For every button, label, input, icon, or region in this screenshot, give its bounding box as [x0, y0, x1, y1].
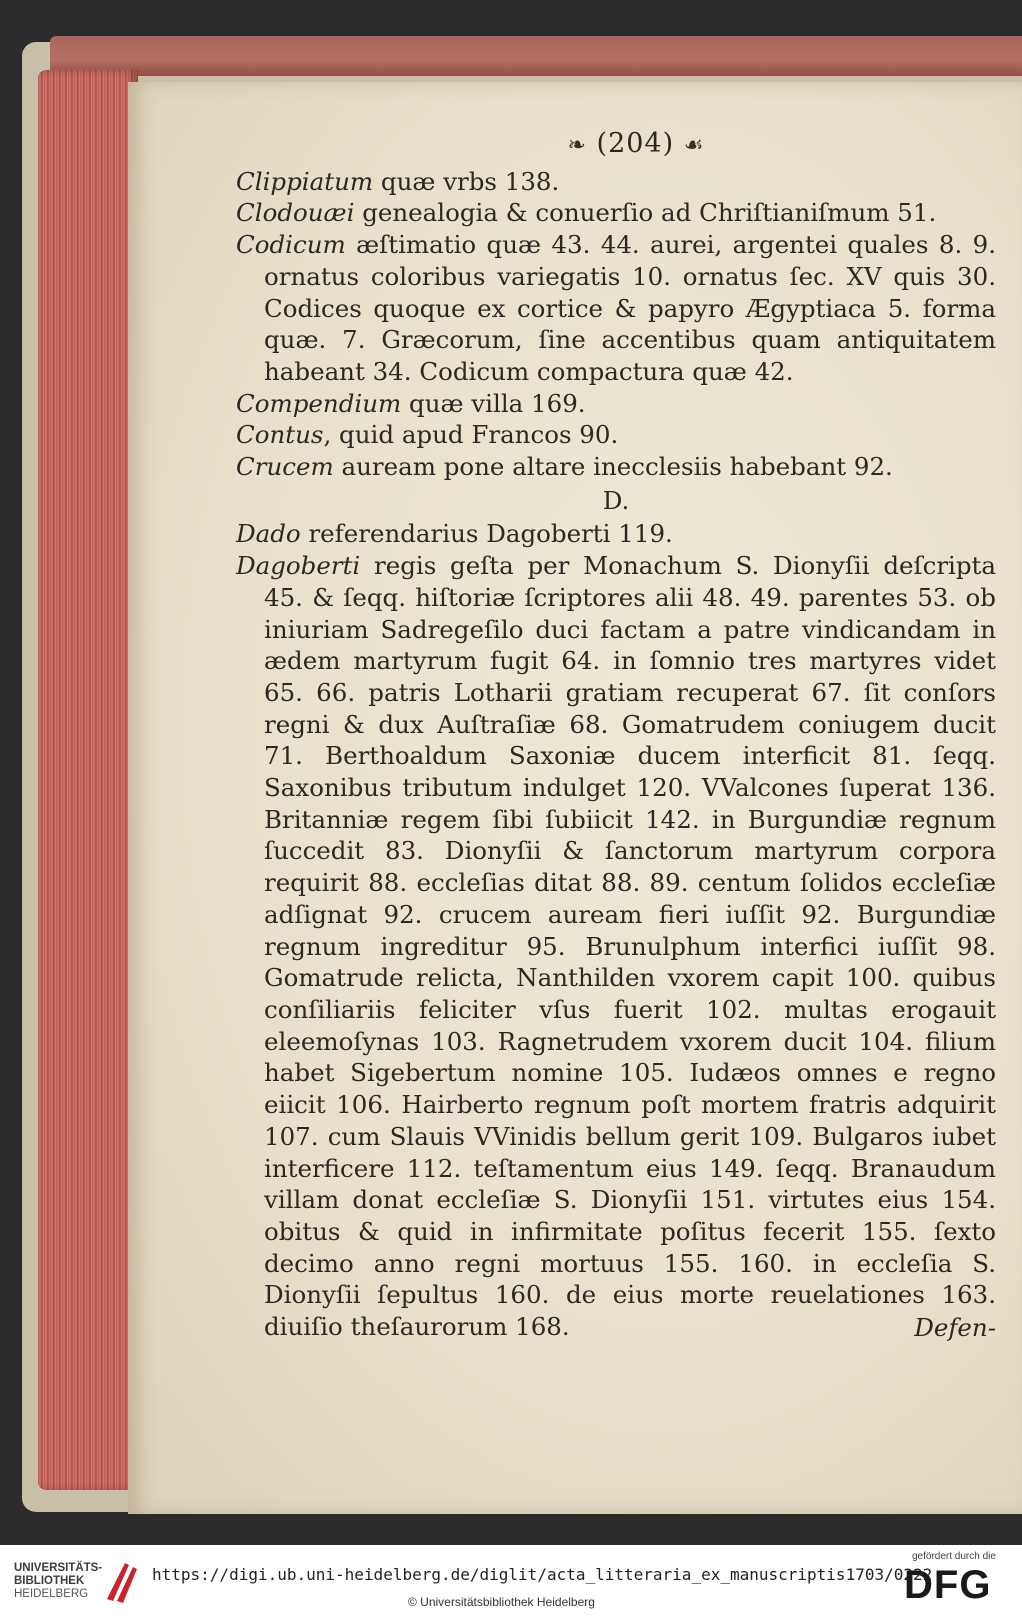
entry-headword: Clodouæi: [236, 198, 355, 228]
copyright-text: © Universitätsbibliothek Heidelberg: [408, 1595, 595, 1609]
logo-line-1: UNIVERSITÄTS-: [14, 1562, 103, 1574]
library-logo-icon: [103, 1555, 143, 1605]
index-entry: [236, 550, 996, 1343]
entry-headword: Crucem: [236, 452, 334, 482]
entry-text: referendarius Dagoberti 119.: [300, 519, 673, 549]
index-entry: [236, 166, 996, 198]
index-entry: [236, 518, 996, 550]
entry-text: regis geſta per Monachum S. Dionyſii deſcripta 45. & ſeqq. hiſtoriæ ſcriptores alii 48. 49. parentes 53. ob iniuriam Sadregeſilo duci factam a patre vindicandam in ædem martyrum fugit 64. in ſomnio tres martyres videt 65. 66. patris Lotharii gratiam recuperat 67. ſit conſors regni & dux Auſtraſiæ 68. Gomatrudem coniugem ducit 71. Berthoaldum Saxoniæ ducem interficit 81. ſeqq. Saxonibus tributum indulget 120. VValcones ſuperat 136. Britanniæ regem ſibi ſubiicit 142. in Burgundiæ regnum ſuccedit 83. Dionyſii & ſanctorum martyrum corpora requirit 88. eccleſias ditat 88. 89. centum ſolidos eccleſiæ adſignat 92. crucem auream fieri iuſſit 92. Burgundiæ regnum ingreditur 95. Brunulphum interfici iuſſit 98. Gomatrude relicta, Nanthilden vxorem capit 100. quibus conſiliariis feliciter vſus fuerit 102. multas erogauit eleemoſynas 103. Ragnetrudem vxorem ducit 104. filium habet Sigebertum nomine 105. Iudæos omnes e regno eiicit 106. Hairberto regnum poſt mortem fratris adquirit 107. cum Slauis VVinidis bellum gerit 109. Bulgaros iubet interficere 112. teſtamentum eius 149. ſeqq. Branaudum villam donat eccleſiæ S. Dionyſii 151. virtutes eius 154. obitus & quid in infirmitate poſitus fecerit 155. ſexto decimo anno regni mortuus 155. 160. in eccleſia S. Dionyſii ſepultus 160. de eius morte reuelationes 163. diuiſio theſaurorum 168.: [264, 551, 996, 1342]
entry-headword: Dado: [236, 519, 301, 549]
page-header: [276, 128, 996, 162]
entry-headword: Clippiatum: [236, 166, 374, 196]
funding-caption: gefördert durch die: [912, 1551, 996, 1562]
entry-headword: Codicum: [236, 230, 346, 260]
page-edges: [38, 70, 138, 1490]
entry-text: , quid apud Francos 90.: [323, 420, 619, 450]
index-entry: [236, 229, 996, 388]
index-entries-d: [236, 518, 996, 1342]
page-text: [236, 128, 996, 1343]
permalink-url[interactable]: https://digi.ub.uni-heidelberg.de/diglit/acta_litteraria_ex_manuscriptis1703/0222: [152, 1565, 933, 1584]
ornament-right-icon: ☙: [683, 133, 705, 158]
footer-bar: [0, 1545, 1022, 1621]
logo-line-2: BIBLIOTHEK: [14, 1575, 85, 1587]
ornament-left-icon: ❧: [567, 133, 587, 158]
entry-text: genealogia & conuerſio ad Chriſtianiſmum 51.: [354, 198, 937, 228]
entry-headword: Compendium: [236, 388, 402, 418]
dfg-logo: DFG: [904, 1563, 992, 1607]
page-number: (204): [596, 128, 675, 159]
section-letter: D.: [602, 485, 630, 515]
library-logo-text: [14, 1562, 104, 1601]
entry-text: quæ villa 169.: [401, 388, 586, 418]
index-entry: [236, 419, 996, 451]
index-entry: [236, 451, 996, 483]
index-entry: [236, 388, 996, 420]
logo-line-3: HEIDELBERG: [14, 1588, 89, 1600]
entry-text: auream pone altare inecclesiis habebant 92.: [333, 452, 893, 482]
entry-headword: Dagoberti: [236, 551, 361, 581]
index-entry: [236, 197, 996, 229]
catchword: Defen-: [914, 1312, 996, 1342]
index-entries-c: [236, 166, 996, 483]
entry-text: quæ vrbs 138.: [373, 166, 560, 196]
entry-headword: Contus: [236, 420, 324, 450]
entry-text: æſtimatio quæ 43. 44. aurei, argentei quales 8. 9. ornatus coloribus variegatis 10. ornatus ſec. XV quis 30. Codices quoque ex cortice & papyro Ægyptiaca 5. forma quæ. 7. Græcorum, ſine accentibus quam antiquitatem habeant 34. Codicum compactura quæ 42.: [264, 230, 996, 386]
book-cover-top-edge: [50, 36, 1022, 76]
